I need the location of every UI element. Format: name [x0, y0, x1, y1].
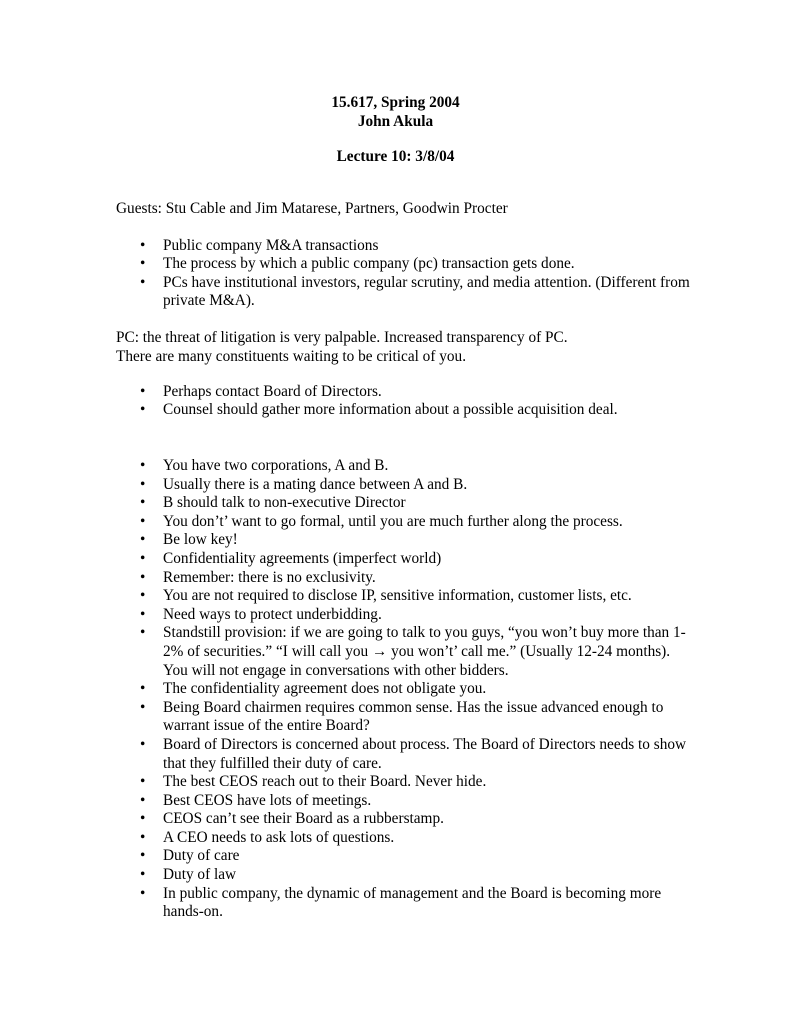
list-item-text: Confidentiality agreements (imperfect world) — [163, 549, 442, 567]
list-item-text: Public company M&A transactions — [163, 236, 379, 254]
list-item — [116, 847, 696, 866]
bullet-icon: • — [140, 401, 146, 419]
list-item — [116, 680, 696, 699]
list-item-text: Perhaps contact Board of Directors. — [163, 382, 382, 400]
list-item-text: PCs have institutional investors, regular scrutiny, and media attention. (Different from private M&A). — [163, 273, 690, 310]
bullet-icon: • — [140, 605, 146, 623]
list-item — [116, 494, 696, 513]
list-item-text: Be low key! — [163, 531, 238, 549]
list-item — [116, 829, 696, 848]
list-item — [116, 401, 696, 420]
list-item — [116, 569, 696, 588]
list-item — [116, 476, 696, 495]
list-item-text: CEOS can’t see their Board as a rubberstamp. — [163, 810, 444, 828]
bullet-icon: • — [140, 494, 146, 512]
list-item — [116, 810, 696, 829]
bullet-icon: • — [140, 255, 146, 273]
list-item-text: Standstill provision: if we are going to talk to you guys, “you won’t buy more than 1-2% of securities.” “I will call you → you won’t’ call me.” (Usually 12-24 months). You will not engage in conversations with other bidders. — [163, 624, 686, 679]
list-item — [116, 531, 696, 550]
list-item-text: Board of Directors is concerned about process. The Board of Directors needs to show that they fulfilled their duty of care. — [163, 735, 687, 772]
list-item-text: You don’t’ want to go formal, until you are much further along the process. — [163, 512, 623, 530]
bullet-icon: • — [140, 810, 146, 828]
pc-paragraph — [116, 329, 696, 366]
list-item-text: Need ways to protect underbidding. — [163, 605, 382, 623]
bullet-icon: • — [140, 587, 146, 605]
bullet-icon: • — [140, 884, 146, 902]
bullet-icon: • — [140, 236, 146, 254]
bullet-icon: • — [140, 698, 146, 716]
list-item-text: Counsel should gather more information about a possible acquisition deal. — [163, 401, 618, 419]
list-item — [116, 773, 696, 792]
list-item — [116, 866, 696, 885]
bullet-icon: • — [140, 549, 146, 567]
bullet-icon: • — [140, 735, 146, 753]
list-item — [116, 513, 696, 532]
bullet-icon: • — [140, 273, 146, 291]
bullet-icon: • — [140, 773, 146, 791]
list-item — [116, 457, 696, 476]
list-item — [116, 792, 696, 811]
bullet-list-2 — [116, 383, 696, 420]
list-item — [116, 237, 696, 256]
bullet-list-1 — [116, 237, 696, 311]
bullet-icon: • — [140, 847, 146, 865]
list-item — [116, 699, 696, 736]
course-title: 15.617, Spring 2004 — [331, 94, 460, 111]
pc-paragraph-line: PC: the threat of litigation is very palpable. Increased transparency of PC. — [116, 329, 568, 346]
list-item-text: Usually there is a mating dance between A and B. — [163, 475, 468, 493]
author-name: John Akula — [357, 112, 434, 130]
list-item — [116, 255, 696, 274]
list-item — [116, 736, 696, 773]
bullet-icon: • — [140, 568, 146, 586]
list-item — [116, 383, 696, 402]
bullet-icon: • — [140, 475, 146, 493]
list-item-text: In public company, the dynamic of management and the Board is becoming more hands-on. — [163, 884, 662, 921]
lecture-title: Lecture 10: 3/8/04 — [336, 148, 455, 165]
list-item — [116, 550, 696, 569]
list-item — [116, 885, 696, 922]
list-item-text: You are not required to disclose IP, sensitive information, customer lists, etc. — [163, 587, 632, 605]
list-item-text: Duty of law — [163, 866, 237, 884]
bullet-icon: • — [140, 457, 146, 474]
guests-line: Guests: Stu Cable and Jim Matarese, Partners, Goodwin Procter — [116, 200, 508, 217]
list-item — [116, 606, 696, 625]
list-item-text: A CEO needs to ask lots of questions. — [163, 828, 395, 846]
bullet-icon: • — [140, 624, 146, 642]
bullet-icon: • — [140, 680, 146, 698]
bullet-icon: • — [140, 512, 146, 530]
list-item-text: You have two corporations, A and B. — [163, 457, 389, 474]
list-item-text: The confidentiality agreement does not obligate you. — [163, 680, 487, 698]
list-item-text: Duty of care — [163, 847, 240, 865]
list-item-text: The best CEOS reach out to their Board. Never hide. — [163, 773, 487, 791]
bullet-icon: • — [140, 866, 146, 884]
list-item-text: The process by which a public company (pc) transaction gets done. — [163, 255, 575, 273]
list-item-text: B should talk to non-executive Director — [163, 494, 406, 512]
list-item — [116, 624, 696, 680]
bullet-icon: • — [140, 531, 146, 549]
bullet-icon: • — [140, 791, 146, 809]
bullet-icon: • — [140, 382, 146, 400]
list-item-text: Remember: there is no exclusivity. — [163, 568, 376, 586]
list-item-text: Being Board chairmen requires common sense. Has the issue advanced enough to warrant issue of the entire Board? — [163, 698, 664, 735]
bullet-icon: • — [140, 828, 146, 846]
bullet-list-3 — [116, 457, 696, 922]
list-item-text: Best CEOS have lots of meetings. — [163, 791, 372, 809]
list-item — [116, 587, 696, 606]
list-item — [116, 274, 696, 311]
pc-paragraph-line: There are many constituents waiting to be critical of you. — [116, 347, 467, 365]
